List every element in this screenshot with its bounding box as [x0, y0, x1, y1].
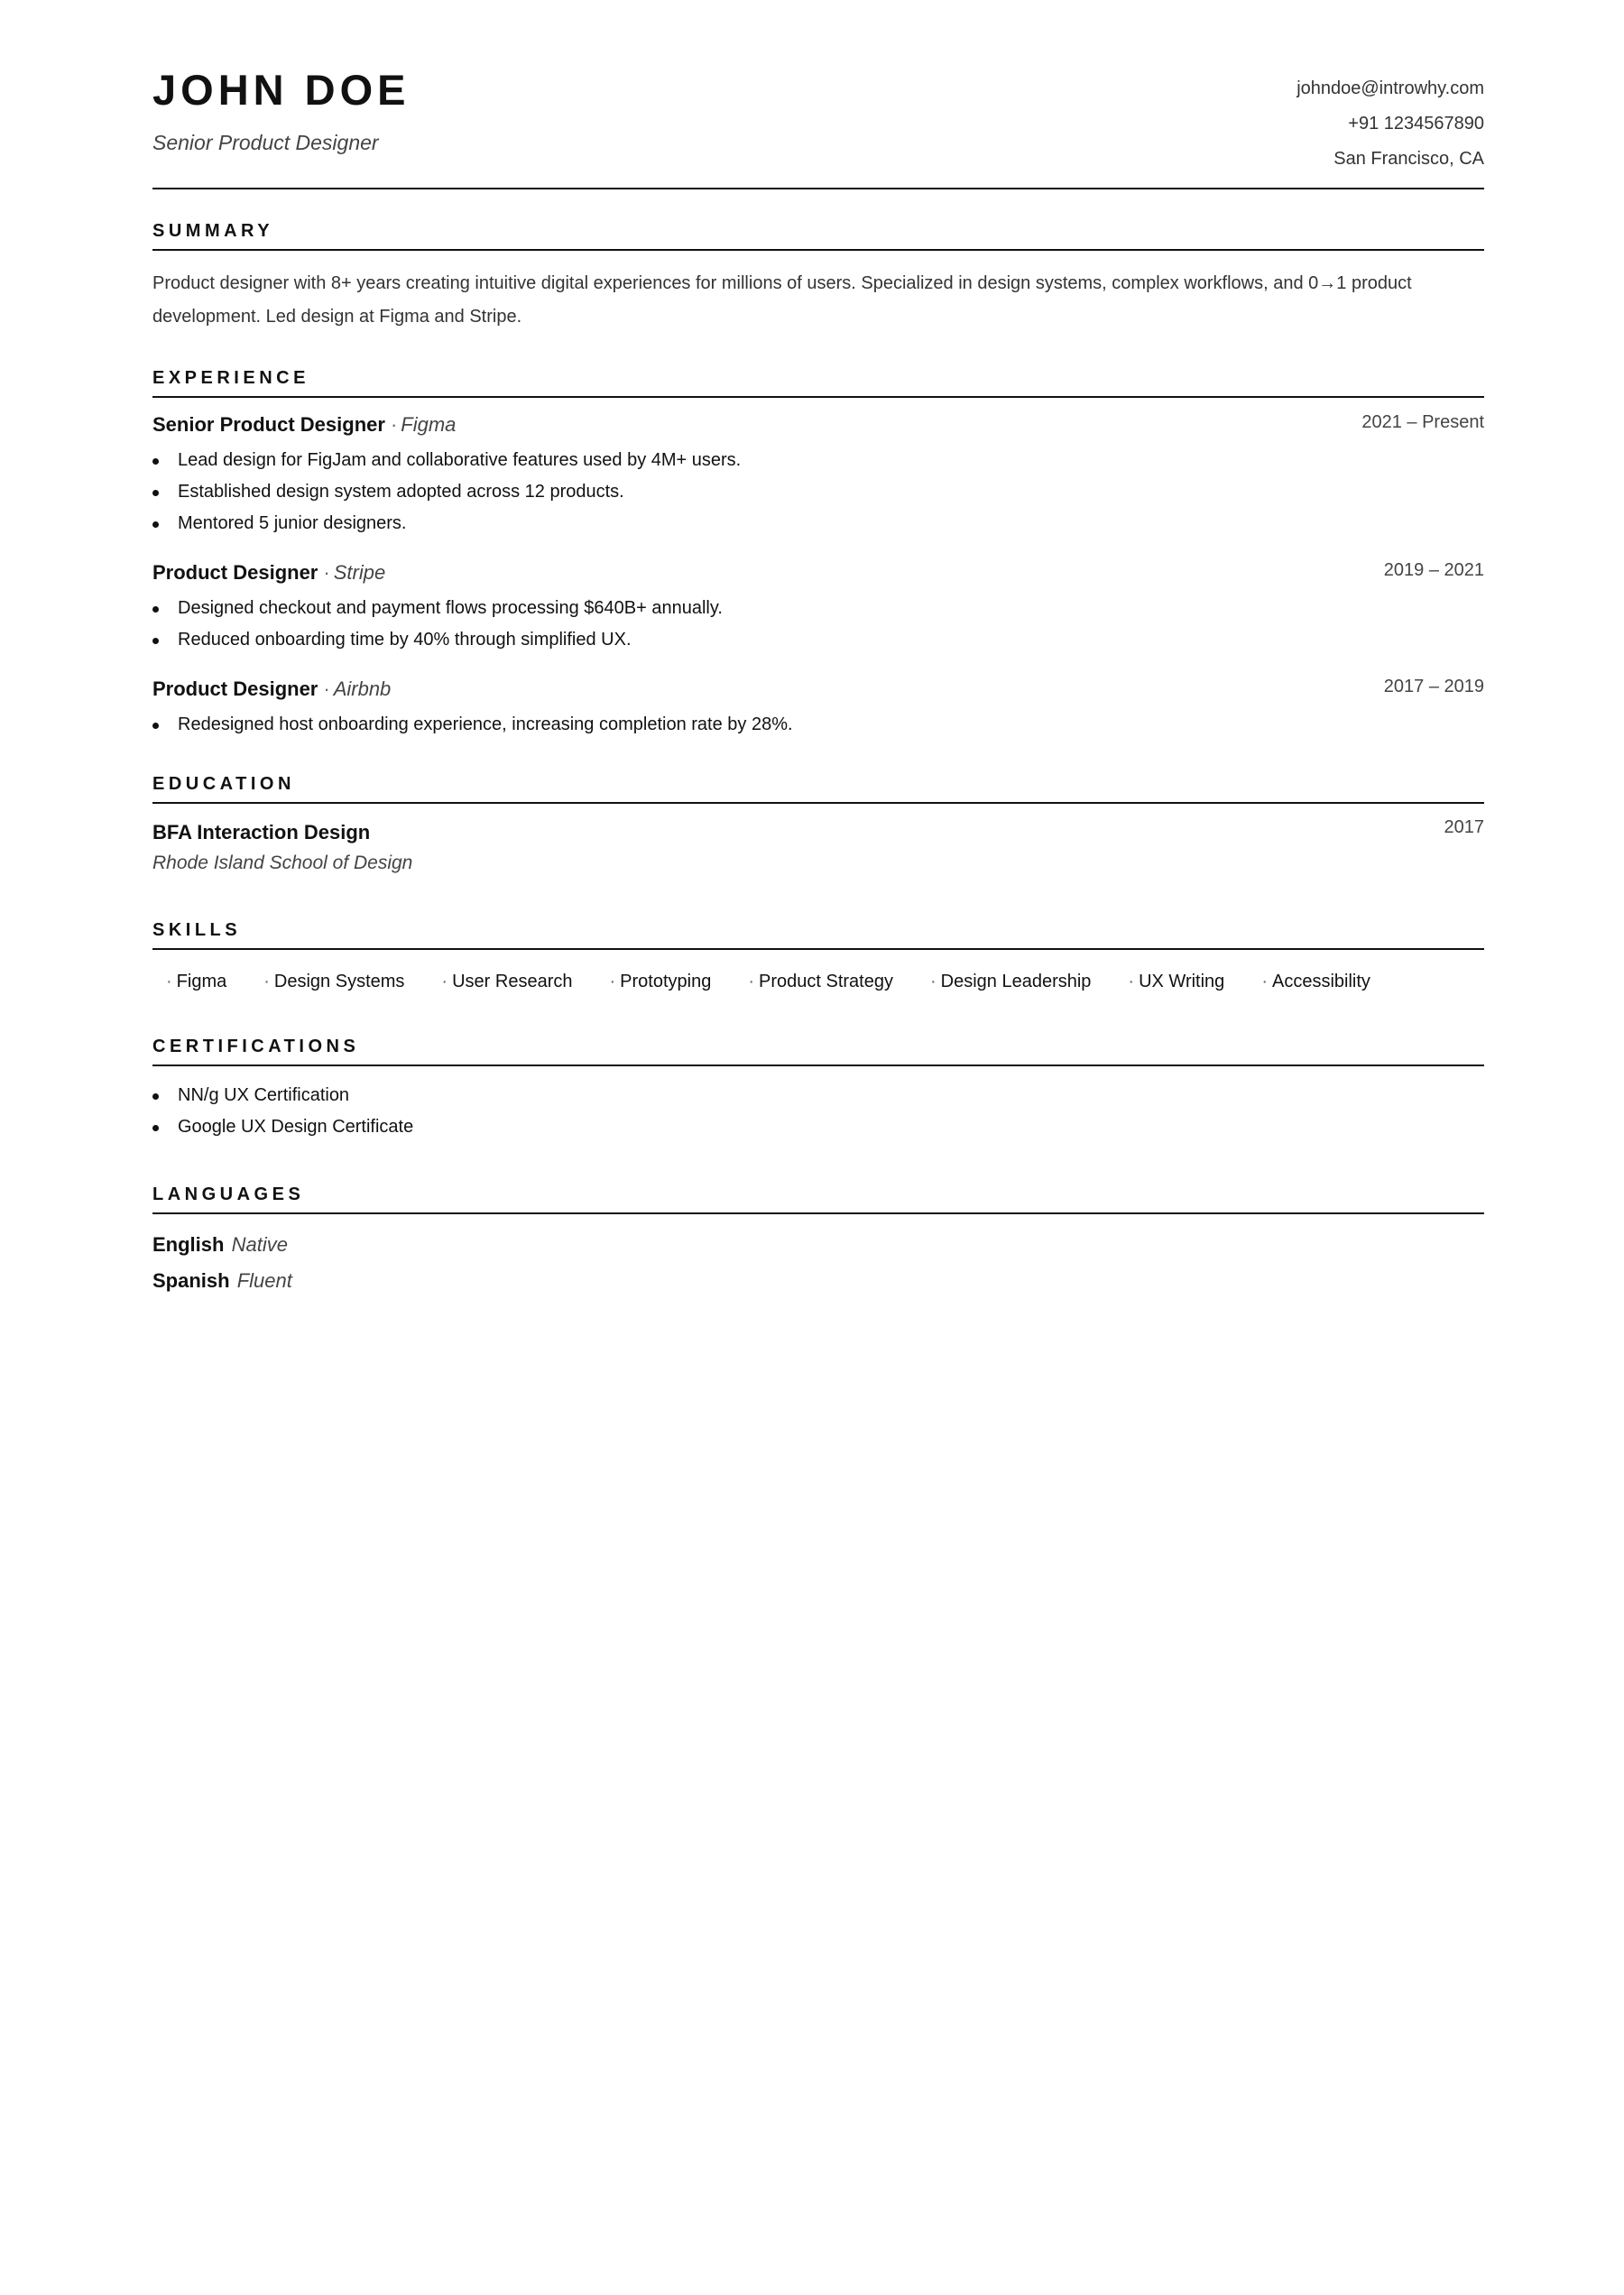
education-year: 2017: [1444, 817, 1484, 837]
skill-dot: ·: [748, 972, 754, 991]
skill-label: Accessibility: [1271, 972, 1370, 991]
job-company: Figma: [401, 413, 457, 436]
skill-label: UX Writing: [1139, 972, 1225, 991]
education-degree: BFA Interaction Design: [152, 821, 371, 843]
summary-text: Product designer with 8+ years creating intuitive digital experiences for millions of users. Specialized in design systems, complex workflows, and 0→1 product development. Led design at Figma and Stripe.: [152, 273, 1412, 327]
skill-dot: ·: [263, 972, 270, 991]
skill-dot: ·: [166, 972, 172, 991]
job-separator: ·: [390, 413, 398, 436]
job-role: Senior Product Designer: [152, 413, 385, 436]
skill-item: [609, 968, 711, 995]
summary-section: [152, 221, 1484, 334]
job-separator: ·: [323, 561, 330, 584]
job-entry: [152, 676, 1484, 741]
education-school: Rhode Island School of Design: [152, 853, 413, 873]
job-separator: ·: [323, 677, 330, 700]
job-bullets: [152, 445, 1484, 539]
skill-item: [1261, 968, 1370, 995]
job-role: Product Designer: [152, 677, 318, 700]
languages-heading: LANGUAGES: [152, 1184, 1484, 1214]
experience-section: [152, 368, 1484, 741]
skill-label: Product Strategy: [759, 972, 893, 991]
skills-heading: SKILLS: [152, 920, 1484, 950]
experience-heading: EXPERIENCE: [152, 368, 1484, 398]
job-entry: [152, 559, 1484, 656]
candidate-headline: Senior Product Designer: [152, 131, 379, 154]
job-role: Product Designer: [152, 561, 318, 584]
contact-phone[interactable]: +91 1234567890: [1348, 114, 1484, 134]
job-entry: [152, 411, 1484, 539]
contact-location: San Francisco, CA: [1333, 149, 1484, 169]
candidate-name: JOHN DOE: [152, 66, 411, 114]
list-item: Mentored 5 junior designers.: [152, 508, 1484, 539]
skill-item: [1128, 968, 1224, 995]
job-company: Stripe: [333, 561, 386, 584]
skills-section: [152, 920, 1484, 995]
skill-dot: ·: [609, 972, 616, 991]
skill-dot: ·: [1128, 972, 1135, 991]
job-bullets: [152, 709, 1484, 741]
job-company: Airbnb: [333, 677, 392, 700]
summary-heading: SUMMARY: [152, 221, 1484, 251]
resume-header: [152, 0, 1484, 189]
skill-label: User Research: [452, 972, 573, 991]
language-level: Fluent: [236, 1269, 292, 1292]
skill-item: [263, 968, 404, 995]
skill-label: Prototyping: [620, 972, 712, 991]
education-heading: EDUCATION: [152, 774, 1484, 804]
certifications-section: [152, 1037, 1484, 1143]
list-item: NN/g UX Certification: [152, 1080, 1484, 1111]
skill-item: [748, 968, 893, 995]
job-header: [152, 559, 1484, 586]
skill-item: [166, 968, 226, 995]
job-header: [152, 676, 1484, 703]
skill-label: Figma: [176, 972, 227, 991]
skill-label: Design Leadership: [940, 972, 1092, 991]
list-item: Established design system adopted across 12 products.: [152, 476, 1484, 508]
languages-section: [152, 1184, 1484, 1299]
skills-list: [152, 968, 1484, 995]
contact-block: [1296, 71, 1484, 177]
skill-dot: ·: [929, 972, 937, 991]
skill-dot: ·: [441, 972, 448, 991]
list-item: Designed checkout and payment flows processing $640B+ annually.: [152, 593, 1484, 624]
list-item: Redesigned host onboarding experience, increasing completion rate by 28%.: [152, 709, 1484, 741]
language-item: [152, 1263, 1484, 1299]
skill-label: Design Systems: [273, 972, 405, 991]
skill-item: [930, 968, 1091, 995]
language-name: English: [152, 1233, 225, 1256]
languages-list: [152, 1227, 1484, 1299]
job-dates: 2021 – Present: [1361, 412, 1484, 432]
contact-email[interactable]: johndoe@introwhy.com: [1296, 78, 1484, 98]
education-entry: [152, 817, 1484, 879]
job-header: [152, 411, 1484, 438]
job-bullets: [152, 593, 1484, 656]
language-item: [152, 1227, 1484, 1263]
job-dates: 2019 – 2021: [1383, 560, 1484, 580]
language-name: Spanish: [152, 1269, 230, 1292]
skill-dot: ·: [1261, 972, 1268, 991]
certifications-heading: CERTIFICATIONS: [152, 1037, 1484, 1066]
skill-item: [441, 968, 572, 995]
language-level: Native: [231, 1233, 288, 1256]
list-item: Google UX Design Certificate: [152, 1111, 1484, 1143]
job-dates: 2017 – 2019: [1383, 677, 1484, 696]
list-item: Lead design for FigJam and collaborative features used by 4M+ users.: [152, 445, 1484, 476]
list-item: Reduced onboarding time by 40% through simplified UX.: [152, 624, 1484, 656]
certifications-list: [152, 1080, 1484, 1143]
education-section: [152, 774, 1484, 879]
